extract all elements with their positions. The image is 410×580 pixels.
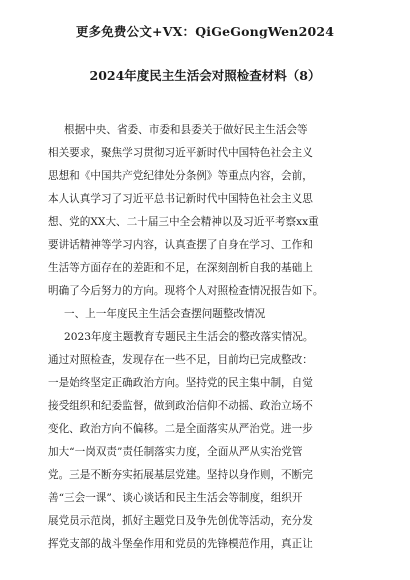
paragraph-line: 党。三是不断夯实拓展基层党建。坚持以身作则，不断完 — [48, 469, 313, 481]
paragraph-line: 根据中央、省委、市委和县委关于做好民主生活会等 — [64, 124, 308, 136]
paragraph-line: 变化、政治方向不偏移。二是全面落实从严治党。进一步 — [48, 423, 313, 435]
paragraph-line: 想、党的XX大、二十届三中全会精神以及习近平考察xx重 — [48, 216, 319, 228]
paragraph-line: 挥党支部的战斗堡垒作用和党员的先锋模范作用，真正让 — [48, 538, 313, 550]
promo-header: 更多免费公文+VX：QiGeGongWen2024 — [75, 24, 335, 39]
paragraph-line: 一是始终坚定正确政治方向。坚持党的民主集中制，自觉 — [48, 377, 313, 389]
document-title: 2024年度民主生活会对照检查材料（8） — [89, 68, 321, 83]
paragraph-line: 加大“一岗双责”责任制落实力度，全面从严从实治党管 — [48, 446, 303, 458]
paragraph-line: 思想和《中国共产党纪律处分条例》等重点内容，会前， — [48, 170, 313, 182]
paragraph-line: 相关要求，聚焦学习贯彻习近平新时代中国特色社会主义 — [48, 147, 313, 159]
paragraph-line: 2023年度主题教育专题民主生活会的整改落实情况。 — [64, 331, 314, 343]
paragraph-line: 展党员示范岗，抓好主题党日及争先创优等活动，充分发 — [48, 515, 313, 527]
paragraph-line: 善“三会一课”、谈心谈话和民主生活会等制度，组织开 — [48, 492, 303, 504]
section-heading: 一、上一年度民主生活会查摆问题整改情况 — [64, 308, 266, 320]
paragraph-line: 生活等方面存在的差距和不足，在深刻剖析自我的基础上 — [48, 262, 313, 274]
paragraph-line: 要讲话精神等学习内容，认真查摆了自身在学习、工作和 — [48, 239, 313, 251]
paragraph-line: 本人认真学习了习近平总书记新时代中国特色社会主义思 — [48, 193, 313, 205]
paragraph-line: 明确了今后努力的方向。现将个人对照检查情况报告如下。 — [48, 285, 324, 297]
paragraph-line: 接受组织和纪委监督，做到政治信仰不动摇、政治立场不 — [48, 400, 313, 412]
paragraph-line: 通过对照检查，发现存在一些不足，目前均已完成整改： — [48, 354, 313, 366]
